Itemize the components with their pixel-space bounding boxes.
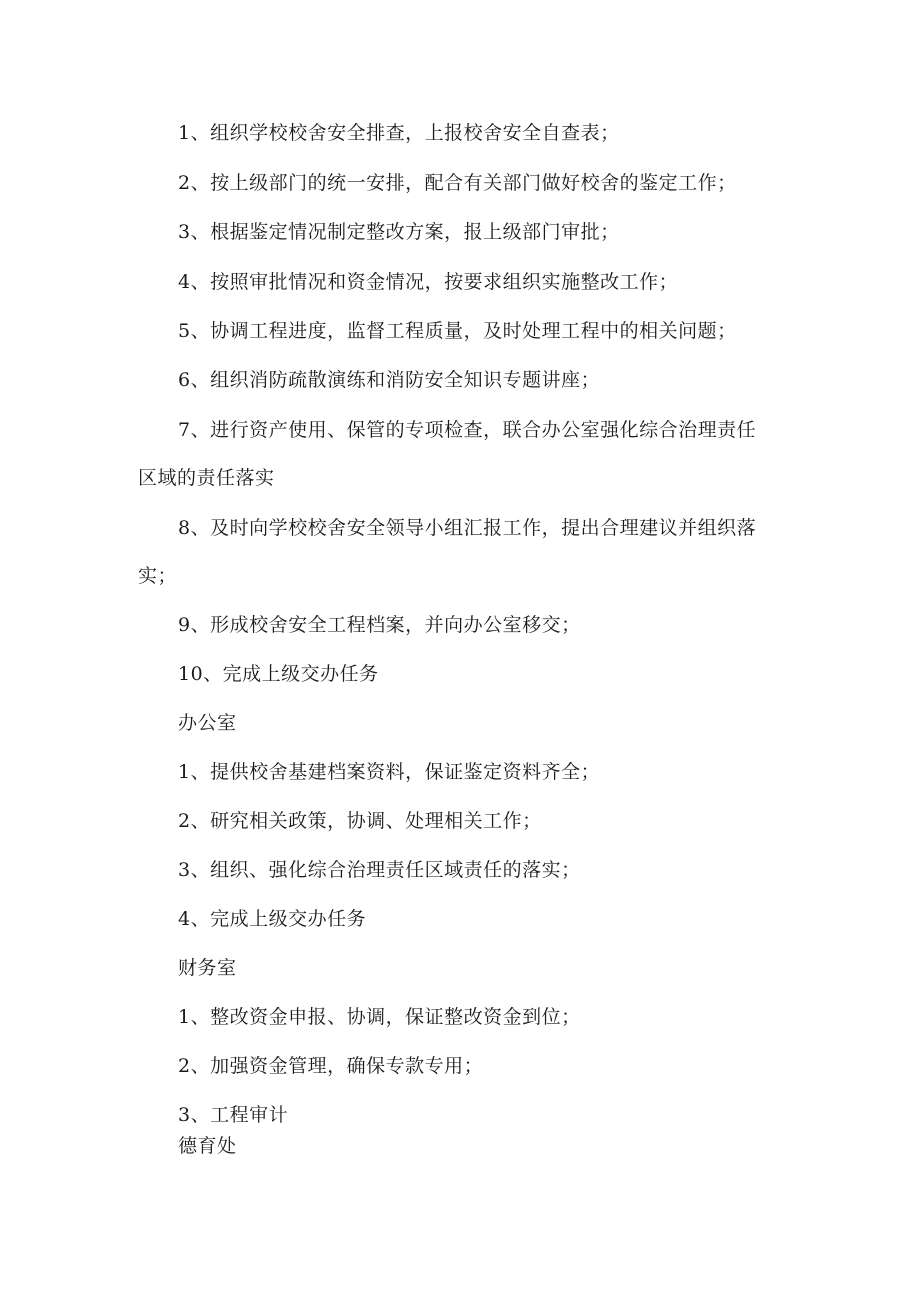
office-item-3: 3、组织、强化综合治理责任区域责任的落实； [178,859,581,881]
list-item-2: 2、按上级部门的统一安排，配合有关部门做好校舍的鉴定工作； [178,172,737,194]
office-item-2: 2、研究相关政策，协调、处理相关工作； [178,810,542,832]
section-heading-finance: 财务室 [178,957,237,979]
list-item-9: 9、形成校舍安全工程档案，并向办公室移交； [178,614,581,636]
office-item-1: 1、提供校舍基建档案资料，保证鉴定资料齐全； [178,761,601,783]
list-item-7: 7、进行资产使用、保管的专项检查，联合办公室强化综合治理责任 [178,419,757,441]
office-item-4: 4、完成上级交办任务 [178,908,367,930]
list-item-6: 6、组织消防疏散演练和消防安全知识专题讲座； [178,369,601,391]
section-heading-office: 办公室 [178,712,237,734]
list-item-8: 8、及时向学校校舍安全领导小组汇报工作，提出合理建议并组织落 [178,517,757,539]
section-heading-moral-education: 德育处 [178,1135,237,1157]
finance-item-3: 3、工程审计 [178,1104,289,1126]
list-item-8-continued: 实； [138,565,178,587]
list-item-10: 10、完成上级交办任务 [178,663,379,685]
list-item-7-continued: 区域的责任落实 [138,467,275,489]
list-item-1: 1、组织学校校舍安全排查，上报校舍安全自查表； [178,122,620,144]
list-item-3: 3、根据鉴定情况制定整改方案，报上级部门审批； [178,221,620,243]
finance-item-2: 2、加强资金管理，确保专款专用； [178,1055,484,1077]
list-item-4: 4、按照审批情况和资金情况，按要求组织实施整改工作； [178,271,679,293]
finance-item-1: 1、整改资金申报、协调，保证整改资金到位； [178,1006,581,1028]
list-item-5: 5、协调工程进度，监督工程质量，及时处理工程中的相关问题； [178,320,737,342]
